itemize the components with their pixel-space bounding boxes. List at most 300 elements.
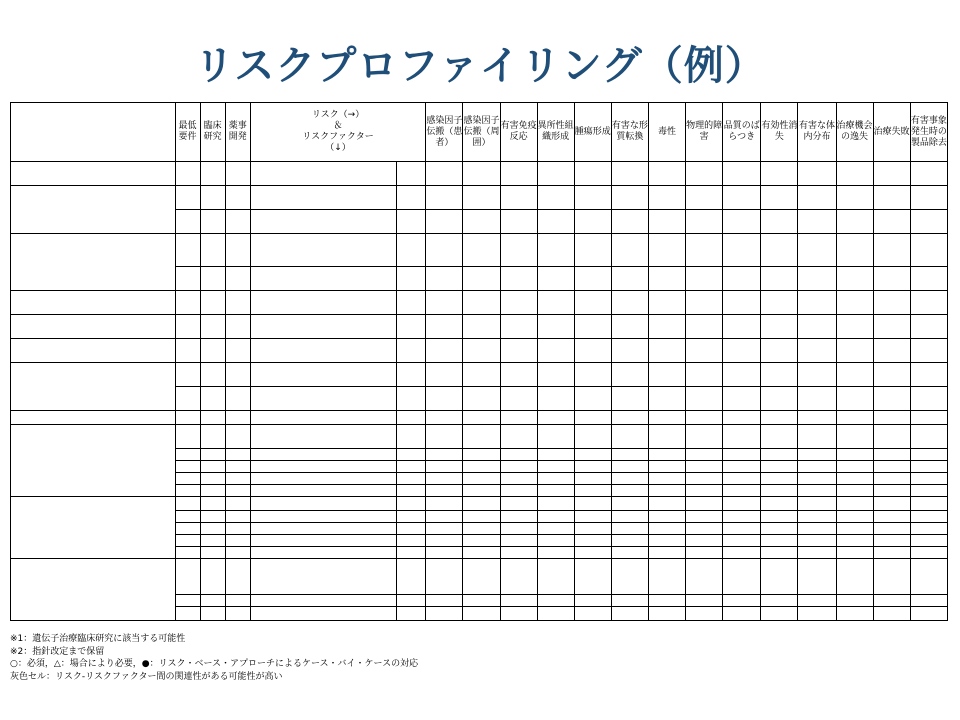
table-cell	[500, 315, 537, 339]
table-cell	[836, 339, 873, 363]
table-cell	[463, 511, 500, 523]
table-cell	[225, 210, 250, 234]
table-cell	[463, 210, 500, 234]
table-cell	[761, 411, 798, 425]
table-cell	[798, 315, 836, 339]
table-cell	[463, 523, 500, 535]
table-cell	[798, 267, 836, 291]
table-cell	[250, 461, 396, 473]
table-cell	[873, 449, 910, 461]
header-cell-infection-surroundings: 感染因子伝搬（周囲）	[463, 103, 500, 162]
header-cell-toxicity: 毒性	[648, 103, 685, 162]
category-cell	[11, 234, 176, 291]
table-cell	[250, 473, 396, 485]
table-cell	[836, 595, 873, 607]
table-cell	[723, 485, 761, 497]
table-cell	[500, 607, 537, 621]
table-cell	[648, 363, 685, 387]
table-cell	[200, 234, 225, 267]
table-cell	[686, 315, 723, 339]
table-cell	[723, 363, 761, 387]
table-cell	[397, 535, 426, 547]
table-cell	[397, 387, 426, 411]
table-cell	[611, 186, 648, 210]
table-cell	[574, 291, 611, 315]
table-cell	[648, 547, 685, 559]
table-cell	[873, 234, 910, 267]
table-cell	[836, 425, 873, 449]
table-cell	[611, 339, 648, 363]
table-cell	[686, 595, 723, 607]
table-cell	[574, 363, 611, 387]
table-cell	[611, 497, 648, 511]
table-cell	[686, 559, 723, 595]
table-cell	[463, 411, 500, 425]
table-cell	[426, 473, 463, 485]
risk-profiling-table	[10, 102, 948, 621]
table-cell	[397, 315, 426, 339]
table-cell	[463, 315, 500, 339]
table-cell	[873, 523, 910, 535]
table-cell	[836, 411, 873, 425]
table-cell	[537, 186, 574, 210]
table-cell	[175, 449, 200, 461]
table-row	[11, 425, 948, 449]
table-cell	[574, 162, 611, 186]
table-cell	[723, 234, 761, 267]
header-cell-physical-damage: 物理的障害	[686, 103, 723, 162]
table-cell	[537, 535, 574, 547]
table-cell	[250, 607, 396, 621]
table-cell	[648, 387, 685, 411]
table-cell	[611, 607, 648, 621]
table-cell	[200, 210, 225, 234]
table-cell	[225, 559, 250, 595]
risk-profiling-table-container	[10, 102, 948, 621]
table-cell	[250, 535, 396, 547]
table-cell	[500, 511, 537, 523]
table-cell	[250, 339, 396, 363]
table-cell	[463, 547, 500, 559]
table-cell	[537, 485, 574, 497]
table-cell	[648, 210, 685, 234]
table-cell	[463, 186, 500, 210]
table-cell	[836, 535, 873, 547]
table-cell	[686, 162, 723, 186]
table-cell	[225, 449, 250, 461]
category-cell	[11, 186, 176, 234]
table-cell	[500, 449, 537, 461]
table-cell	[873, 497, 910, 511]
table-cell	[648, 315, 685, 339]
table-cell	[537, 234, 574, 267]
table-cell	[426, 485, 463, 497]
table-cell	[648, 595, 685, 607]
table-cell	[225, 425, 250, 449]
table-row	[11, 411, 948, 425]
table-cell	[910, 497, 947, 511]
table-cell	[200, 363, 225, 387]
header-cell-adverse-transformation: 有害な形質転換	[611, 103, 648, 162]
table-cell	[723, 186, 761, 210]
table-cell	[873, 315, 910, 339]
table-cell	[798, 210, 836, 234]
table-cell	[723, 595, 761, 607]
table-cell	[250, 497, 396, 511]
table-cell	[873, 363, 910, 387]
table-cell	[200, 473, 225, 485]
table-cell	[537, 497, 574, 511]
table-cell	[200, 449, 225, 461]
table-row	[11, 234, 948, 267]
table-cell	[761, 387, 798, 411]
table-cell	[723, 387, 761, 411]
table-cell	[463, 485, 500, 497]
table-cell	[397, 339, 426, 363]
table-cell	[761, 363, 798, 387]
table-cell	[200, 186, 225, 210]
table-cell	[611, 315, 648, 339]
table-cell	[836, 234, 873, 267]
table-cell	[200, 267, 225, 291]
table-cell	[574, 497, 611, 511]
table-cell	[836, 461, 873, 473]
table-cell	[910, 315, 947, 339]
table-cell	[537, 210, 574, 234]
table-cell	[225, 339, 250, 363]
table-row	[11, 363, 948, 387]
table-cell	[611, 547, 648, 559]
table-cell	[463, 473, 500, 485]
table-cell	[500, 547, 537, 559]
table-cell	[873, 425, 910, 449]
table-cell	[537, 523, 574, 535]
table-cell	[397, 363, 426, 387]
table-cell	[873, 291, 910, 315]
table-cell	[648, 485, 685, 497]
table-cell	[836, 485, 873, 497]
table-cell	[611, 523, 648, 535]
table-cell	[397, 162, 426, 186]
table-cell	[836, 497, 873, 511]
table-cell	[873, 267, 910, 291]
table-cell	[426, 387, 463, 411]
table-cell	[648, 411, 685, 425]
table-cell	[761, 315, 798, 339]
table-cell	[836, 363, 873, 387]
table-cell	[761, 210, 798, 234]
table-cell	[910, 523, 947, 535]
table-cell	[426, 234, 463, 267]
category-cell	[11, 411, 176, 425]
table-cell	[761, 473, 798, 485]
table-cell	[648, 449, 685, 461]
table-cell	[200, 511, 225, 523]
category-cell	[11, 315, 176, 339]
table-cell	[397, 186, 426, 210]
table-cell	[574, 473, 611, 485]
table-cell	[798, 234, 836, 267]
table-cell	[723, 162, 761, 186]
table-cell	[500, 497, 537, 511]
table-cell	[500, 234, 537, 267]
table-cell	[463, 234, 500, 267]
table-cell	[250, 485, 396, 497]
table-cell	[175, 162, 200, 186]
table-cell	[761, 511, 798, 523]
category-cell	[11, 291, 176, 315]
table-cell	[798, 449, 836, 461]
table-cell	[611, 210, 648, 234]
header-cell-efficacy-loss: 有効性消失	[761, 103, 798, 162]
table-cell	[250, 162, 396, 186]
table-cell	[463, 267, 500, 291]
table-cell	[200, 485, 225, 497]
page-title: リスクプロファイリング（例）	[194, 43, 766, 89]
table-cell	[175, 461, 200, 473]
table-cell	[426, 523, 463, 535]
table-cell	[761, 559, 798, 595]
table-cell	[225, 595, 250, 607]
table-cell	[686, 511, 723, 523]
table-cell	[397, 425, 426, 449]
table-cell	[910, 559, 947, 595]
table-cell	[574, 485, 611, 497]
table-cell	[175, 523, 200, 535]
table-cell	[463, 449, 500, 461]
table-cell	[397, 291, 426, 315]
table-cell	[200, 547, 225, 559]
table-cell	[500, 363, 537, 387]
footnote-gray-cells: 灰色セル：リスク-リスクファクター間の関連性がある可能性が高い	[10, 671, 283, 682]
table-cell	[761, 267, 798, 291]
table-cell	[200, 595, 225, 607]
header-cell-adverse-immune: 有害免疫反応	[500, 103, 537, 162]
table-cell	[175, 234, 200, 267]
category-cell	[11, 425, 176, 497]
footnote-legend: ○：必須，△：場合により必要，●：リスク・ベース・アプローチによるケース・バイ・ケースの対応	[10, 659, 419, 669]
table-cell	[175, 511, 200, 523]
table-cell	[910, 449, 947, 461]
table-cell	[836, 186, 873, 210]
table-cell	[723, 547, 761, 559]
table-cell	[574, 449, 611, 461]
table-cell	[175, 387, 200, 411]
table-cell	[250, 186, 396, 210]
table-cell	[910, 267, 947, 291]
table-cell	[463, 497, 500, 511]
table-cell	[397, 523, 426, 535]
table-cell	[175, 559, 200, 595]
table-cell	[574, 559, 611, 595]
table-cell	[574, 425, 611, 449]
table-cell	[873, 162, 910, 186]
table-cell	[175, 363, 200, 387]
header-cell-regulatory-development: 薬事開発	[225, 103, 250, 162]
table-cell	[873, 511, 910, 523]
table-cell	[910, 162, 947, 186]
table-cell	[798, 411, 836, 425]
table-cell	[175, 186, 200, 210]
category-cell	[11, 339, 176, 363]
table-cell	[574, 535, 611, 547]
table-cell	[611, 461, 648, 473]
table-cell	[500, 387, 537, 411]
table-cell	[397, 411, 426, 425]
table-cell	[574, 315, 611, 339]
footnotes	[10, 633, 418, 683]
table-cell	[397, 461, 426, 473]
table-cell	[798, 425, 836, 449]
category-cell	[11, 559, 176, 621]
table-cell	[175, 411, 200, 425]
table-cell	[250, 559, 396, 595]
table-cell	[397, 485, 426, 497]
table-cell	[500, 595, 537, 607]
table-cell	[686, 210, 723, 234]
header-cell-lost-treatment-opportunity: 治療機会の逸失	[836, 103, 873, 162]
table-cell	[574, 186, 611, 210]
table-cell	[910, 210, 947, 234]
table-cell	[686, 267, 723, 291]
category-cell	[11, 162, 176, 186]
table-cell	[648, 523, 685, 535]
table-cell	[537, 162, 574, 186]
table-cell	[537, 607, 574, 621]
table-cell	[648, 425, 685, 449]
table-cell	[225, 511, 250, 523]
table-cell	[426, 186, 463, 210]
table-cell	[200, 291, 225, 315]
table-cell	[611, 267, 648, 291]
table-cell	[910, 234, 947, 267]
table-cell	[426, 210, 463, 234]
table-cell	[686, 523, 723, 535]
table-cell	[500, 210, 537, 234]
table-cell	[200, 497, 225, 511]
table-cell	[611, 234, 648, 267]
table-cell	[611, 449, 648, 461]
table-cell	[175, 497, 200, 511]
table-cell	[910, 387, 947, 411]
table-cell	[648, 186, 685, 210]
table-cell	[723, 449, 761, 461]
table-cell	[574, 511, 611, 523]
table-cell	[836, 387, 873, 411]
table-row	[11, 315, 948, 339]
table-cell	[175, 607, 200, 621]
table-cell	[463, 425, 500, 449]
table-cell	[250, 387, 396, 411]
table-cell	[463, 607, 500, 621]
table-cell	[225, 485, 250, 497]
table-cell	[397, 559, 426, 595]
table-cell	[426, 511, 463, 523]
table-cell	[537, 411, 574, 425]
table-cell	[648, 267, 685, 291]
table-cell	[574, 607, 611, 621]
table-cell	[537, 559, 574, 595]
header-cell-infection-patient: 感染因子伝搬（患者）	[426, 103, 463, 162]
table-cell	[836, 511, 873, 523]
table-cell	[250, 547, 396, 559]
table-cell	[537, 291, 574, 315]
table-cell	[686, 449, 723, 461]
table-cell	[397, 234, 426, 267]
table-cell	[798, 485, 836, 497]
footnote-1: ※1：遺伝子治療臨床研究に該当する可能性	[10, 634, 186, 644]
table-cell	[175, 267, 200, 291]
table-cell	[648, 234, 685, 267]
table-cell	[426, 315, 463, 339]
table-cell	[200, 339, 225, 363]
table-cell	[175, 485, 200, 497]
table-cell	[225, 363, 250, 387]
table-cell	[723, 315, 761, 339]
table-cell	[175, 535, 200, 547]
table-cell	[611, 291, 648, 315]
table-cell	[175, 291, 200, 315]
table-cell	[611, 411, 648, 425]
table-cell	[574, 523, 611, 535]
table-cell	[397, 473, 426, 485]
table-cell	[250, 363, 396, 387]
table-cell	[798, 186, 836, 210]
table-cell	[761, 449, 798, 461]
table-cell	[836, 473, 873, 485]
table-cell	[761, 595, 798, 607]
table-cell	[225, 411, 250, 425]
table-cell	[426, 449, 463, 461]
table-cell	[761, 607, 798, 621]
table-cell	[397, 449, 426, 461]
table-cell	[426, 547, 463, 559]
table-cell	[761, 339, 798, 363]
table-cell	[798, 291, 836, 315]
table-cell	[574, 234, 611, 267]
table-cell	[225, 547, 250, 559]
table-cell	[500, 559, 537, 595]
table-cell	[200, 535, 225, 547]
table-cell	[836, 547, 873, 559]
table-cell	[686, 461, 723, 473]
table-cell	[537, 595, 574, 607]
table-body	[11, 162, 948, 621]
table-cell	[723, 425, 761, 449]
table-cell	[648, 339, 685, 363]
table-cell	[648, 607, 685, 621]
table-cell	[836, 559, 873, 595]
table-cell	[426, 162, 463, 186]
table-cell	[611, 559, 648, 595]
header-cell-ectopic-tissue: 異所性組織形成	[537, 103, 574, 162]
table-cell	[397, 210, 426, 234]
table-cell	[250, 234, 396, 267]
table-cell	[397, 595, 426, 607]
table-cell	[723, 461, 761, 473]
table-cell	[463, 559, 500, 595]
table-cell	[500, 485, 537, 497]
table-cell	[611, 595, 648, 607]
table-cell	[686, 607, 723, 621]
table-cell	[910, 186, 947, 210]
table-cell	[463, 291, 500, 315]
table-cell	[761, 162, 798, 186]
table-cell	[873, 461, 910, 473]
table-cell	[175, 315, 200, 339]
table-cell	[798, 461, 836, 473]
table-cell	[873, 607, 910, 621]
